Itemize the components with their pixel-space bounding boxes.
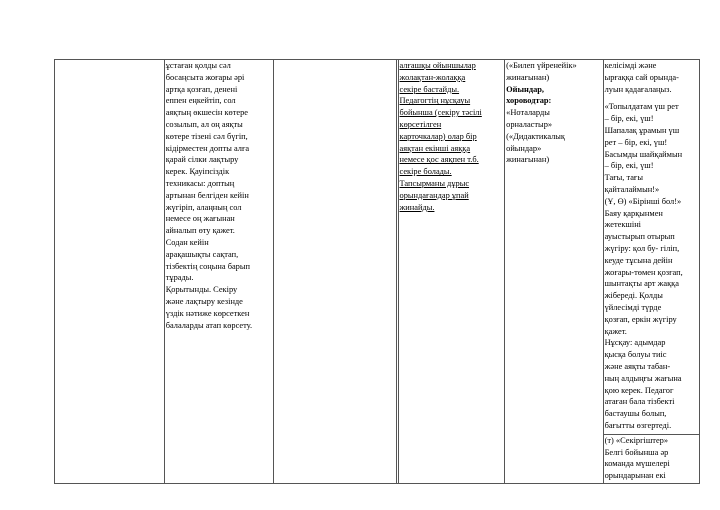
text-line: жинайды. — [399, 202, 435, 212]
activity-note-text — [605, 337, 698, 431]
text-line: «Топылдатам үш рет — [604, 102, 679, 112]
text-line: жоғары-төмен қозғап, — [604, 267, 683, 277]
activity-jumpers-text — [605, 435, 698, 482]
text-line: Шапалақ ұрамын үш — [604, 125, 680, 135]
text-line: техникасы: доптың — [165, 178, 235, 188]
didactic-reference-suffix: жинағынан) — [506, 155, 550, 165]
text-line: және аяқты табан- — [604, 361, 671, 371]
text-line: Содан кейін — [165, 237, 209, 247]
text-line: (Ұ, Ө) «Бірінші бол!» — [604, 196, 682, 206]
text-line: орындарынан екі — [604, 471, 666, 481]
text-line: еппен еңкейтіп, сол — [165, 96, 236, 106]
text-line: жүгіру: қол бу- гіліп, — [604, 243, 680, 253]
text-line: келісімді және — [604, 61, 657, 70]
game-title: «Ноталарды — [506, 108, 550, 118]
text-line: Педагогтің нұсқауы — [399, 96, 471, 106]
text-line: – бір, екі, үш! — [604, 161, 654, 171]
text-line: атаған бала тізбекті — [604, 397, 675, 407]
text-line: жүгіріп, алаңның сол — [165, 202, 242, 212]
songbook-reference: («Билеп үйренейік» — [506, 61, 577, 70]
text-line: тұрады. — [165, 273, 194, 283]
text-line: көрсетілген — [399, 119, 442, 129]
text-line: тізбектің соңына барып — [165, 261, 250, 271]
text-line: қысқа болуы тиіс — [604, 350, 667, 360]
text-line: ырғаққа сай орында- — [604, 72, 679, 82]
table-row — [55, 60, 700, 484]
game-instructions-text — [400, 60, 504, 178]
text-line: үздік нәтиже көрсеткен — [165, 308, 250, 318]
text-line: луын қадағалаңыз. — [604, 84, 672, 94]
text-line: орындағандар ұпай — [399, 190, 469, 200]
text-line: кеуде тұсына дейін — [604, 255, 673, 265]
text-line: – бір, екі, үш! — [604, 114, 654, 124]
text-line: арақашықты сақтап, — [165, 249, 239, 259]
text-line: секіре бастайды. — [399, 84, 460, 94]
text-line: бойынша (секіру тәсілі — [399, 108, 482, 118]
activity-rhyme-text — [605, 101, 698, 337]
table-cell-activities — [603, 60, 699, 484]
text-line: немесе қос аяқпен т.б. — [399, 155, 479, 165]
text-line: бағытты өзгертеді. — [604, 420, 672, 430]
text-line: жетекшіні — [604, 220, 642, 230]
text-line: шынтақты арт жаққа — [604, 279, 679, 289]
text-line: команда мүшелері — [604, 459, 670, 469]
text-line: созылып, ал оң аяқты — [165, 119, 243, 129]
text-line: қажет. — [604, 326, 627, 336]
text-line: артқа қозғап, денені — [165, 84, 238, 94]
exercise-description-text — [166, 60, 273, 331]
table-cell-game-instructions — [398, 60, 505, 484]
songbook-reference-suffix: жинағынан) — [506, 72, 550, 82]
text-line: босаңсыта жоғары әрі — [165, 72, 245, 82]
text-line: (т) «Секіргіштер» — [604, 435, 669, 445]
text-line: және лақтыру кезінде — [165, 296, 243, 306]
table-cell-empty-1 — [55, 60, 165, 484]
text-line: қайталаймын!» — [604, 184, 660, 194]
table-cell-empty-2 — [274, 60, 397, 484]
plan-table — [54, 59, 700, 484]
didactic-reference-cont: ойындар» — [506, 143, 542, 153]
text-line: аяқтың өкшесін көтере — [165, 108, 249, 118]
text-line: қою керек. Педагог — [604, 385, 674, 395]
text-line: Тағы, тағы — [604, 173, 643, 183]
text-line: балаларды атап көрсету. — [165, 320, 253, 330]
text-line: ауыстырып отырып — [604, 232, 675, 242]
text-line: рет – бір, екі, үш! — [604, 137, 668, 147]
task-scoring-text — [400, 178, 504, 213]
text-line: жолақтан-жолаққа — [399, 72, 466, 82]
text-line: Тапсырманы дұрыс — [399, 178, 470, 188]
text-line: бастаушы болып, — [604, 409, 667, 419]
text-line: Баяу қарқынмен — [604, 208, 663, 218]
text-line: айналып өту қажет. — [165, 226, 235, 236]
text-line: көтере тізені сәл бүгіп, — [165, 131, 248, 141]
text-line: аяқтан екіншi аяққа — [399, 143, 471, 153]
text-line: қарай сілки лақтыру — [165, 155, 239, 165]
game-title-cont: орналастыр» — [506, 119, 553, 129]
text-line: немесе оң жағынан — [165, 214, 235, 224]
text-line: үйлесімді түрде — [604, 302, 662, 312]
text-line: ның алдыңғы жағына — [604, 373, 682, 383]
text-line: Нұсқау: адымдар — [604, 338, 666, 348]
text-line: Басымды шайқаймын — [604, 149, 683, 159]
text-line: Қорытынды. Секіру — [165, 285, 238, 295]
didactic-reference: («Дидактикалық — [506, 131, 565, 141]
text-line: керек. Қауіпсіздік — [165, 167, 230, 177]
round-dances-heading: хороводтар: — [506, 96, 552, 106]
text-line: кідірместен допты алға — [165, 143, 250, 153]
text-line: қозғап, еркін жүгіру — [604, 314, 677, 324]
text-line: Белгі бойынша әр — [604, 447, 669, 457]
text-line: алғашқы ойыншылар — [399, 61, 476, 70]
text-line: карточкалар) олар бір — [399, 131, 477, 141]
table-cell-music-games — [505, 60, 603, 484]
games-heading: Ойындар, — [506, 84, 545, 94]
text-line: артынан белгіден кейін — [165, 190, 249, 200]
activity-intro-text — [605, 60, 698, 95]
text-line: жібереді. Қолды — [604, 291, 663, 301]
text-line: секіре болады. — [399, 167, 452, 177]
text-line: ұстаған қолды сәл — [165, 61, 231, 70]
table-cell-exercise-description — [164, 60, 274, 484]
